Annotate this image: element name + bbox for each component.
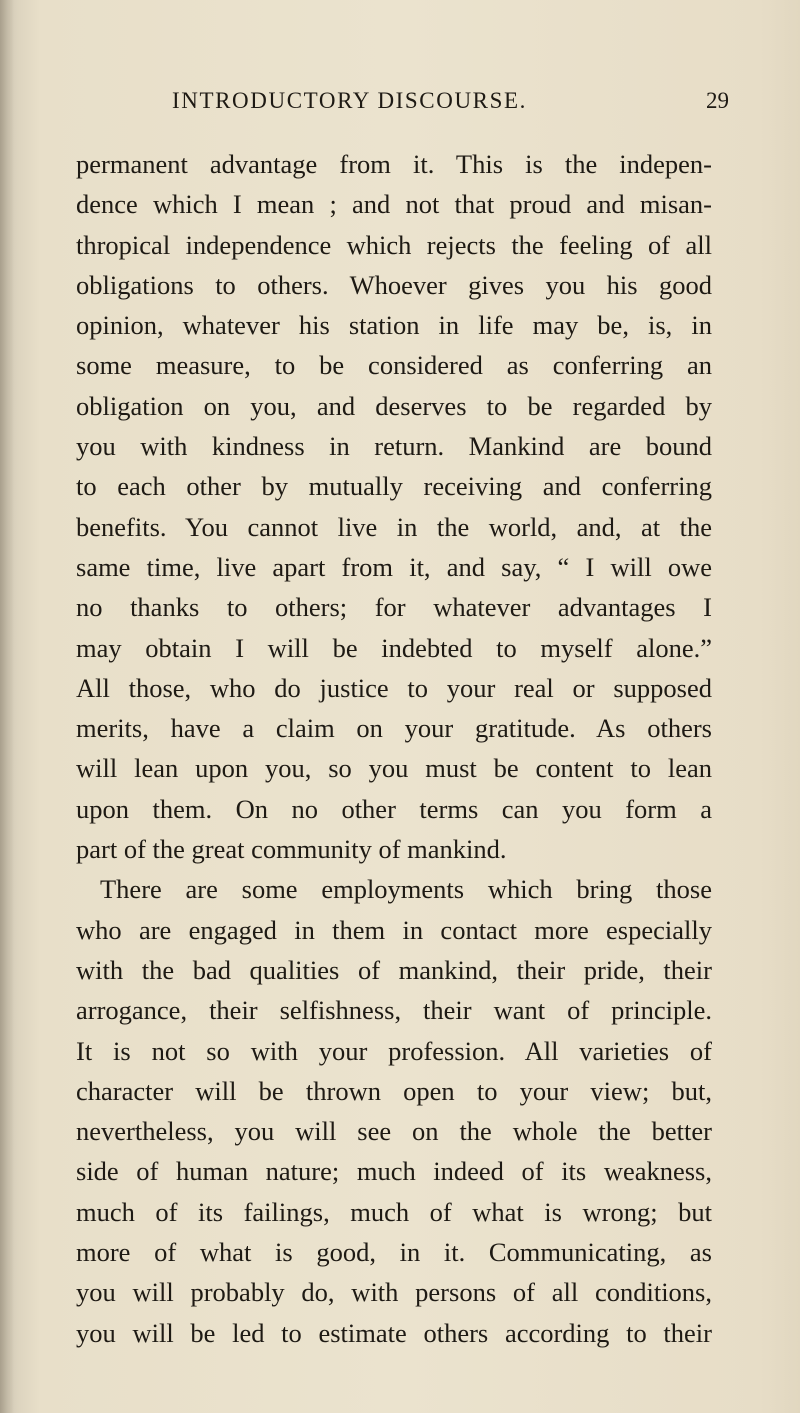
- text-line: with the bad qualities of mankind, their pride, their: [76, 954, 712, 985]
- text-line: you with kindness in return. Mankind are bound: [76, 431, 712, 462]
- text-line: obligations to others. Whoever gives you his good: [76, 269, 712, 300]
- text-line: same time, live apart from it, and say, “ I will owe: [76, 551, 712, 582]
- text-line: character will be thrown open to your view; but,: [76, 1075, 712, 1106]
- text-line: upon them. On no other terms can you form a: [76, 793, 712, 824]
- paragraph-last-line: part of the great community of mankind.: [76, 834, 507, 865]
- text-line: more of what is good, in it. Communicating, as: [76, 1237, 712, 1268]
- text-line: All those, who do justice to your real or supposed: [76, 672, 712, 703]
- text-line: some measure, to be considered as conferring an: [76, 350, 712, 381]
- text-line: to each other by mutually receiving and conferring: [76, 471, 712, 502]
- text-line: benefits. You cannot live in the world, and, at the: [76, 511, 712, 542]
- paragraph-first-line: There are some employments which bring those: [100, 874, 712, 905]
- page-header: [0, 88, 800, 128]
- text-line: much of its failings, much of what is wrong; but: [76, 1196, 712, 1227]
- text-line: dence which I mean ; and not that proud and misan-: [76, 189, 712, 220]
- text-line: side of human nature; much indeed of its weakness,: [76, 1156, 712, 1187]
- text-line: opinion, whatever his station in life may be, is, in: [76, 310, 712, 341]
- text-line: nevertheless, you will see on the whole the better: [76, 1116, 712, 1147]
- text-line: merits, have a claim on your gratitude. As others: [76, 713, 712, 744]
- text-line: you will probably do, with persons of all conditions,: [76, 1277, 712, 1308]
- page-number: 29: [706, 88, 729, 113]
- text-line: you will be led to estimate others according to their: [76, 1317, 712, 1348]
- text-line: who are engaged in them in contact more especially: [76, 914, 712, 945]
- text-line: will lean upon you, so you must be content to lean: [76, 753, 712, 784]
- text-line: permanent advantage from it. This is the indepen-: [76, 149, 712, 179]
- text-line: thropical independence which rejects the feeling of all: [76, 229, 712, 260]
- body-text: [76, 144, 712, 1353]
- text-line: may obtain I will be indebted to myself alone.”: [76, 632, 712, 663]
- text-line: It is not so with your profession. All varieties of: [76, 1035, 712, 1066]
- running-head: INTRODUCTORY DISCOURSE.: [172, 88, 528, 113]
- text-line: obligation on you, and deserves to be regarded by: [76, 390, 712, 421]
- text-line: arrogance, their selfishness, their want of principle.: [76, 995, 712, 1026]
- binding-gutter-shadow: [0, 0, 14, 1413]
- text-line: no thanks to others; for whatever advantages I: [76, 592, 712, 623]
